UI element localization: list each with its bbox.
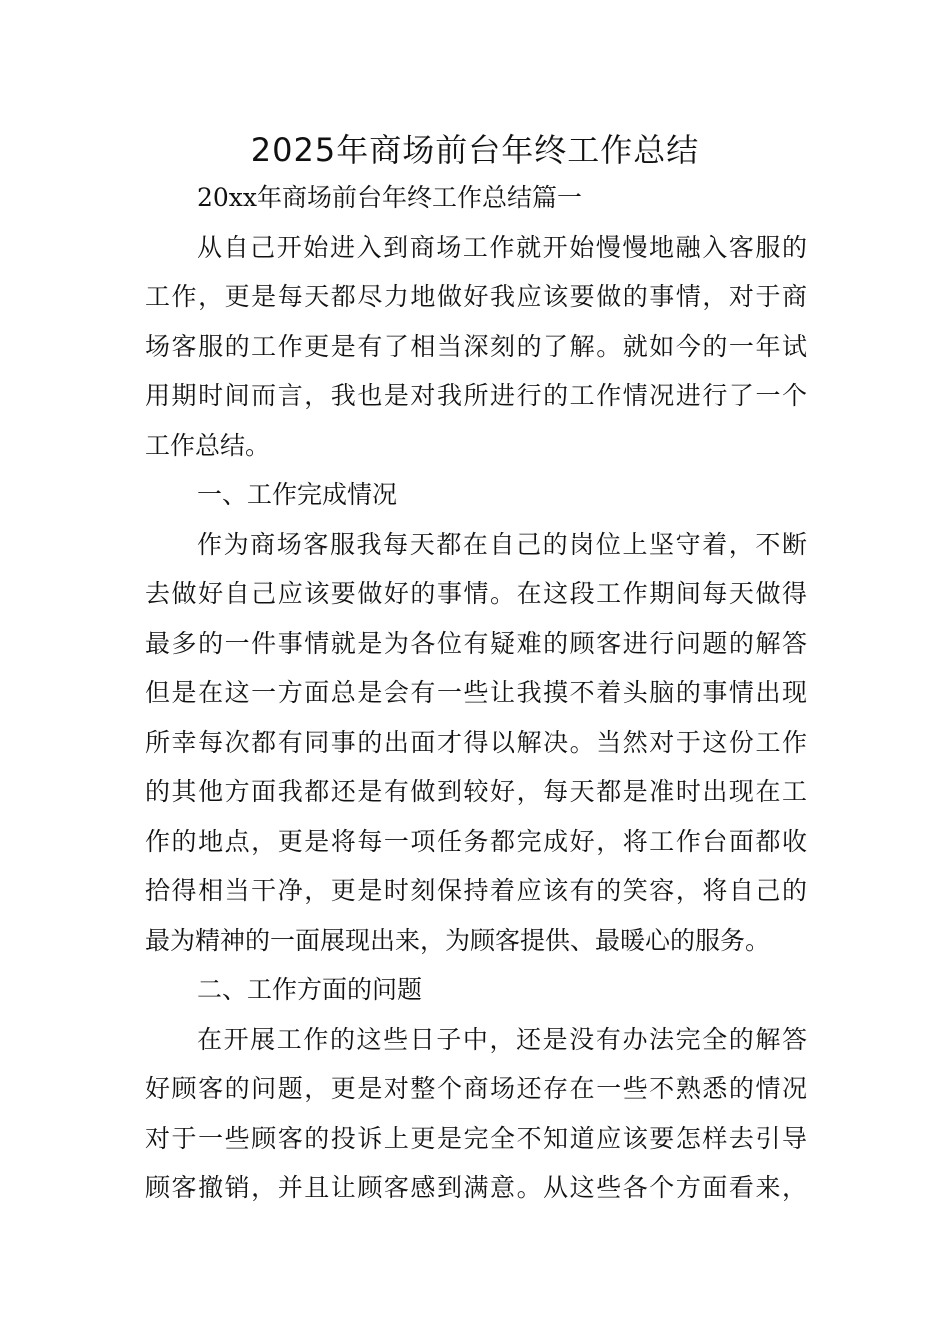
paragraph-line: 顾客撤销，并且让顾客感到满意。从这些各个方面看来， xyxy=(145,1173,807,1202)
paragraph-line: 最为精神的一面展现出来，为顾客提供、最暖心的服务。 xyxy=(145,925,771,955)
paragraph-line: 作为商场客服我每天都在自己的岗位上坚守着，不断 xyxy=(197,529,807,559)
paragraph-line: 场客服的工作更是有了相当深刻的了解。就如今的一年试 xyxy=(145,331,807,361)
paragraph-line: 好顾客的问题，更是对整个商场还存在一些不熟悉的情况 xyxy=(145,1074,807,1103)
paragraph-line: 工作，更是每天都尽力地做好我应该要做的事情，对于商 xyxy=(145,282,807,311)
paragraph-line: 作的地点，更是将每一项任务都完成好，将工作台面都收 xyxy=(145,826,807,856)
paragraph-line: 用期时间而言，我也是对我所进行的工作情况进行了一个 xyxy=(145,381,807,410)
paragraph-line: 最多的一件事情就是为各位有疑难的顾客进行问题的解答 xyxy=(145,628,807,658)
paragraph-line: 工作总结。 xyxy=(145,430,271,460)
document-body xyxy=(145,173,807,1213)
section-heading: 二、工作方面的问题 xyxy=(197,975,423,1004)
paragraph-line: 但是在这一方面总是会有一些让我摸不着头脑的事情出现 xyxy=(145,678,807,707)
section-heading: 一、工作完成情况 xyxy=(197,480,398,509)
section-subtitle: 20xx年商场前台年终工作总结篇一 xyxy=(197,183,583,212)
paragraph-line: 拾得相当干净，更是时刻保持着应该有的笑容，将自己的 xyxy=(145,876,807,905)
paragraph-line: 的其他方面我都还是有做到较好，每天都是准时出现在工 xyxy=(145,777,807,806)
paragraph-line: 对于一些顾客的投诉上更是完全不知道应该要怎样去引导 xyxy=(145,1123,807,1153)
document-title: 2025年商场前台年终工作总结 xyxy=(250,131,700,169)
paragraph-line: 从自己开始进入到商场工作就开始慢慢地融入客服的 xyxy=(197,232,807,262)
paragraph-line: 所幸每次都有同事的出面才得以解决。当然对于这份工作 xyxy=(145,727,807,757)
paragraph-line: 去做好自己应该要做好的事情。在这段工作期间每天做得 xyxy=(145,579,807,608)
paragraph-line: 在开展工作的这些日子中，还是没有办法完全的解答 xyxy=(197,1024,807,1054)
